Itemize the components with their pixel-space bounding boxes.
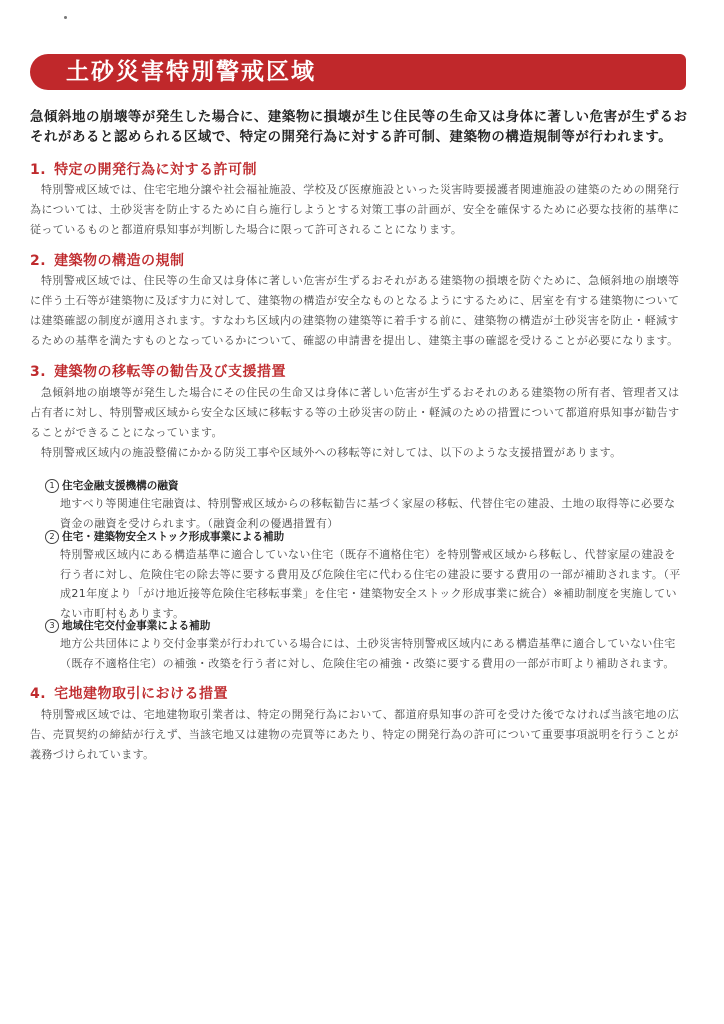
- support-item-3-title: 地域住宅交付金事業による補助: [62, 620, 211, 632]
- section-2-heading: [30, 252, 185, 270]
- support-item-1-heading: [45, 478, 179, 494]
- section-3-body: [30, 383, 688, 463]
- support-item-2-title: 住宅・建築物安全ストック形成事業による補助: [62, 531, 285, 543]
- section-4-number: 4.: [30, 686, 47, 702]
- section-1-paragraph: 特別警戒区域では、住宅宅地分譲や社会福祉施設、学校及び医療施設といった災害時要援護者関連施設の建築のための開発行為については、土砂災害を防止するために自ら施行しようとする対策工事の計画が、安全を確保するために必要な技術的基準に従っているものと都道府県知事が判断した場合に限って許可されることになります。: [30, 183, 680, 236]
- support-item-3-body: 地方公共団体により交付金事業が行われている場合には、土砂災害特別警戒区域内にある構造基準に適合していない住宅（既存不適格住宅）の補強・改築を行う者に対し、危険住宅の補強・改築に要する費用の一部が市町より補助されます。: [60, 637, 676, 670]
- support-item-3-heading: [45, 618, 210, 634]
- section-4-heading: [30, 685, 228, 703]
- section-1-body: [30, 180, 688, 240]
- section-3-heading: [30, 363, 286, 381]
- section-1-number: 1.: [30, 162, 47, 178]
- section-4-title: 宅地建物取引における措置: [54, 686, 229, 702]
- section-1-heading: [30, 161, 257, 179]
- circled-number-3: 3: [45, 619, 59, 633]
- section-2-number: 2.: [30, 253, 47, 269]
- section-3-number: 3.: [30, 364, 47, 380]
- section-3-title: 建築物の移転等の勧告及び支援措置: [54, 364, 287, 380]
- section-2-title: 建築物の構造の規制: [54, 253, 185, 269]
- section-1-title: 特定の開発行為に対する許可制: [54, 162, 258, 178]
- support-item-1-body: 地すべり等関連住宅融資は、特別警戒区域からの移転勧告に基づく家屋の移転、代替住宅の建設、土地の取得等に必要な資金の融資を受けられます。（融資金利の優遇措置有）: [60, 497, 676, 530]
- circled-number-2: 2: [45, 530, 59, 544]
- section-2-body: [30, 271, 688, 351]
- section-4-paragraph: 特別警戒区域では、宅地建物取引業者は、特定の開発行為において、都道府県知事の許可を受けた後でなければ当該宅地の広告、売買契約の締結が行えず、当該宅地又は建物の売買等にあたり、特定の開発行為の許可について重要事項説明を行うことが義務づけられています。: [30, 708, 680, 761]
- section-3-paragraph-1: 急傾斜地の崩壊等が発生した場合にその住民の生命又は身体に著しい危害が生ずるおそれのある建築物の所有者、管理者又は占有者に対し、特別警戒区域から安全な区域に移転する等の土砂災害の防止・軽減のための措置について都道府県知事が勧告することができることになっています。: [30, 386, 680, 439]
- section-4-body: [30, 705, 688, 765]
- scan-speck: [64, 16, 67, 19]
- circled-number-1: 1: [45, 479, 59, 493]
- lead-paragraph: 急傾斜地の崩壊等が発生した場合に、建築物に損壊が生じ住民等の生命又は身体に著しい危害が生ずるおそれがあると認められる区域で、特定の開発行為に対する許可制、建築物の構造規制等が行われます。: [30, 110, 688, 145]
- support-item-2-body: 特別警戒区域内にある構造基準に適合していない住宅（既存不適格住宅）を特別警戒区域から移転し、代替家屋の建設を行う者に対し、危険住宅の除去等に要する費用及び危険住宅に代わる住宅の建設に要する費用の一部が補助されます。（平成21年度より「がけ地近接等危険住宅移転事業」を住宅・建築物安全ストック形成事業に統合）※補助制度を実施していない市町村もあります。: [60, 548, 681, 620]
- section-3-paragraph-2: 特別警戒区域内の施設整備にかかる防災工事や区域外への移転等に対しては、以下のような支援措置があります。: [41, 446, 622, 459]
- support-item-1-title: 住宅金融支援機構の融資: [62, 480, 179, 492]
- title-banner: [30, 54, 686, 90]
- support-item-2-heading: [45, 529, 284, 545]
- page-title: 土砂災害特別警戒区域: [66, 59, 316, 85]
- section-2-paragraph: 特別警戒区域では、住民等の生命又は身体に著しい危害が生ずるおそれがある建築物の損壊を防ぐために、急傾斜地の崩壊等に伴う土石等が建築物に及ぼす力に対して、建築物の構造が安全なものとなるようにするために、居室を有する建築物については建築確認の制度が適用されます。すなわち区域内の建築物の建築等に着手する前に、建築物の構造が土砂災害を防止・軽減するための基準を満たすものとなっているかについて、確認の申請書を提出し、建築主事の確認を受けることが必要になります。: [30, 274, 680, 347]
